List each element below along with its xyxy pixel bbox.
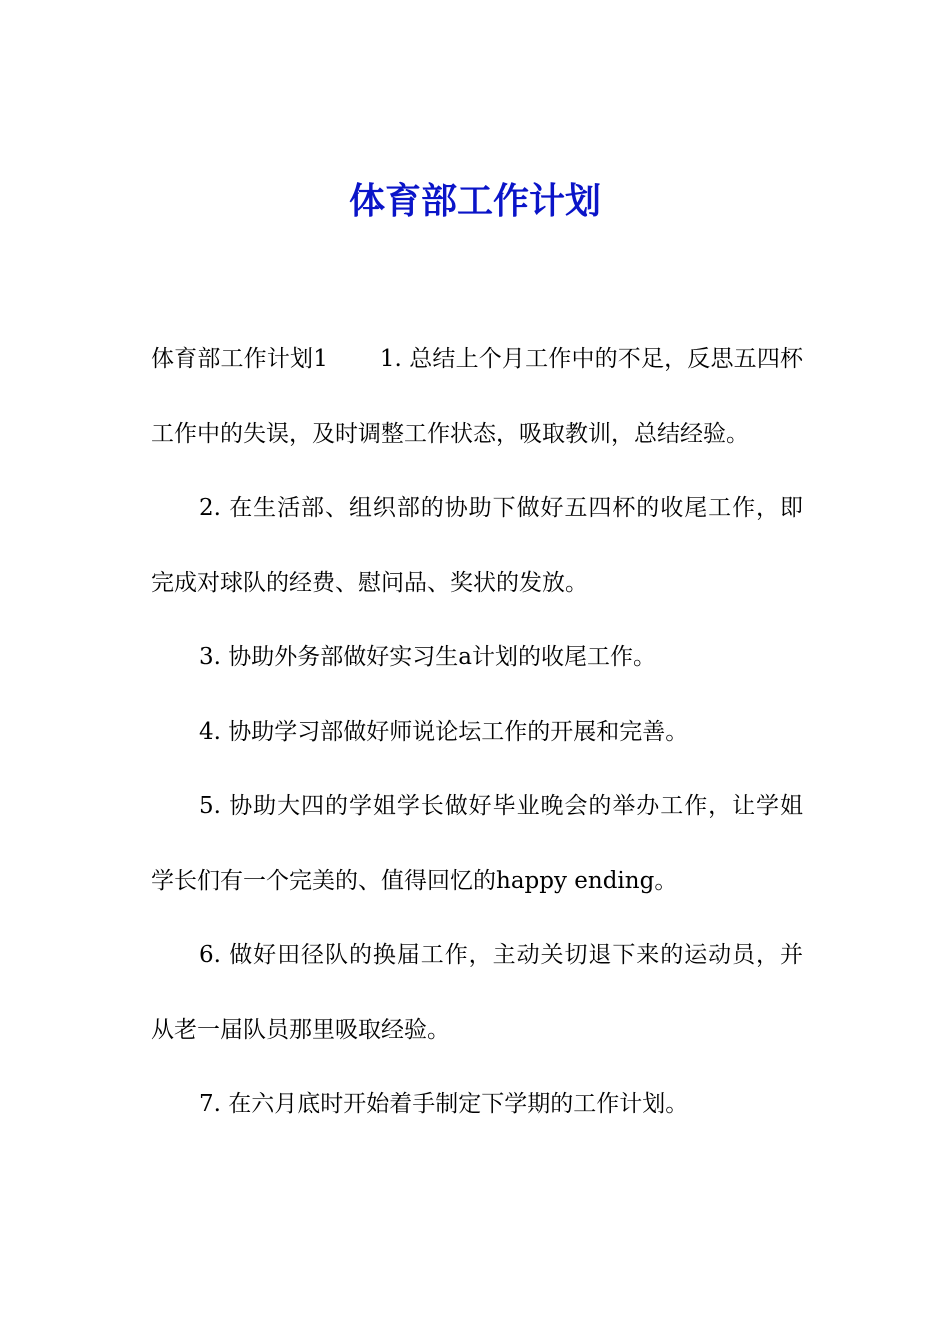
paragraph-7: 7. 在六月底时开始着手制定下学期的工作计划。 [199,1091,689,1117]
paragraph-1 [151,322,803,471]
paragraph-2: 2. 在生活部、组织部的协助下做好五四杯的收尾工作，即完成对球队的经费、慰问品、奖状的发放。 [151,495,803,596]
paragraph-3: 3. 协助外务部做好实习生a计划的收尾工作。 [199,644,656,670]
document-title: 体育部工作计划 [348,181,601,222]
paragraph-5: 5. 协助大四的学姐学长做好毕业晚会的举办工作，让学姐学长们有一个完美的、值得回忆的happy ending。 [151,793,803,894]
paragraph-4: 4. 协助学习部做好师说论坛工作的开展和完善。 [199,718,689,745]
paragraph-text: 1. 总结上个月工作中的不足，反思五四杯工作中的失误，及时调整工作状态，吸取教训，总结经验。 [151,346,803,447]
inline-heading: 体育部工作计划1 [151,346,328,372]
paragraph-6: 6. 做好田径队的换届工作，主动关切退下来的运动员，并从老一届队员那里吸取经验。 [151,942,803,1043]
document-body [151,322,803,1142]
